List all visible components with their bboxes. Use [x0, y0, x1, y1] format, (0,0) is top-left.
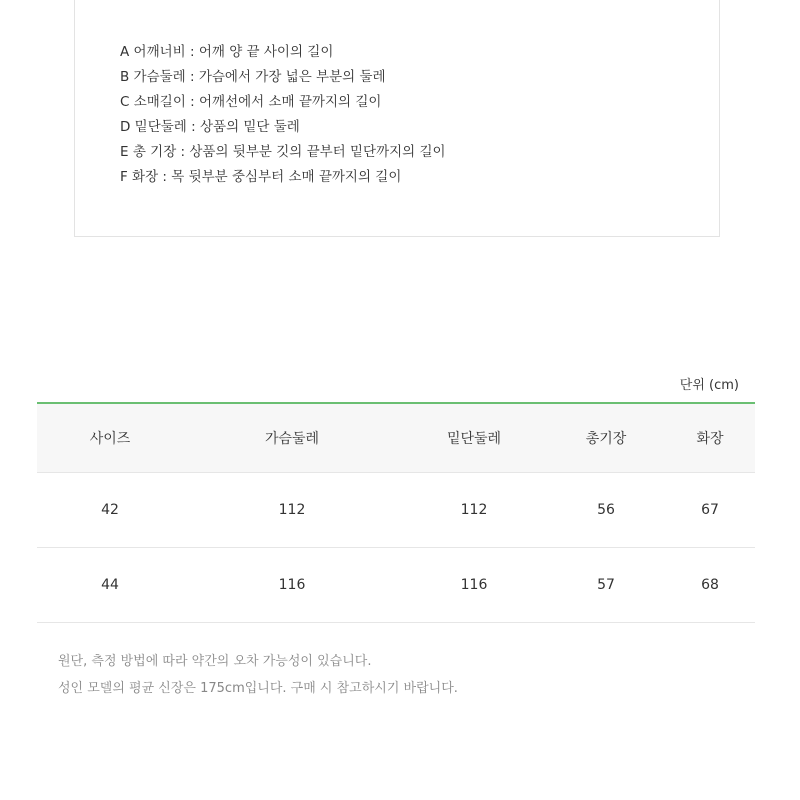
size-table — [37, 402, 755, 623]
header-chest: 가슴둘레 — [183, 403, 401, 473]
guide-item-b: B 가슴둘레 : 가슴에서 가장 넓은 부분의 둘레 — [120, 69, 386, 85]
cell-length: 57 — [547, 548, 665, 623]
guide-item-d: D 밑단둘레 : 상품의 밑단 둘레 — [120, 119, 300, 135]
header-hem: 밑단둘레 — [401, 403, 547, 473]
notes — [58, 648, 458, 702]
header-sleeve: 화장 — [665, 403, 755, 473]
cell-hem: 116 — [401, 548, 547, 623]
cell-sleeve: 68 — [665, 548, 755, 623]
cell-size: 42 — [37, 473, 183, 548]
cell-length: 56 — [547, 473, 665, 548]
guide-item-a: A 어깨너비 : 어깨 양 끝 사이의 길이 — [120, 44, 334, 60]
cell-sleeve: 67 — [665, 473, 755, 548]
guide-item-e: E 총 기장 : 상품의 뒷부분 깃의 끝부터 밑단까지의 길이 — [120, 144, 446, 160]
cell-hem: 112 — [401, 473, 547, 548]
measurement-guide-list — [120, 40, 446, 190]
unit-label: 단위 (cm) — [679, 378, 739, 393]
cell-size: 44 — [37, 548, 183, 623]
cell-chest: 112 — [183, 473, 401, 548]
note-model-height: 성인 모델의 평균 신장은 175cm입니다. 구매 시 참고하시기 바랍니다. — [58, 681, 458, 696]
guide-item-f: F 화장 : 목 뒷부분 중심부터 소매 끝까지의 길이 — [120, 169, 402, 185]
guide-item-c: C 소매길이 : 어깨선에서 소매 끝까지의 길이 — [120, 94, 382, 110]
cell-chest: 116 — [183, 548, 401, 623]
header-size: 사이즈 — [37, 403, 183, 473]
table-row — [37, 473, 755, 548]
header-length: 총기장 — [547, 403, 665, 473]
measurement-guide-box — [74, 0, 720, 237]
table-header-row — [37, 403, 755, 473]
table-row — [37, 548, 755, 623]
note-tolerance: 원단, 측정 방법에 따라 약간의 오차 가능성이 있습니다. — [58, 654, 372, 669]
